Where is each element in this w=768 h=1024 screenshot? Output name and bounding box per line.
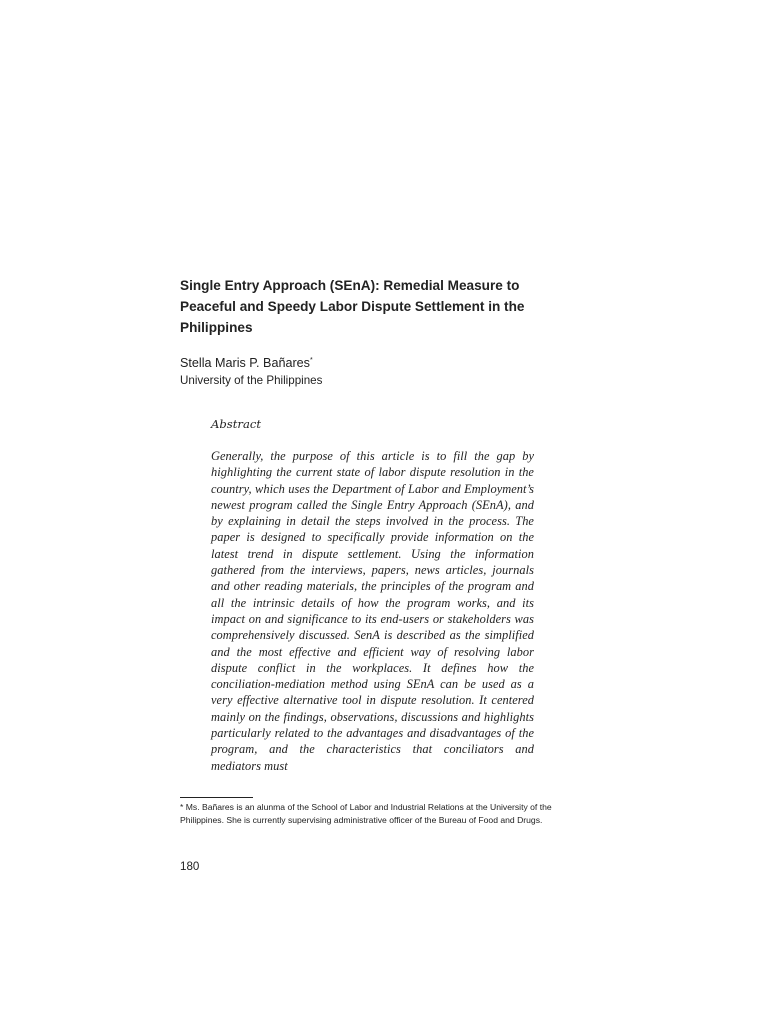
author-affiliation: University of the Philippines bbox=[180, 374, 323, 387]
footnote: * Ms. Bañares is an alunma of the School of Labor and Industrial Relations at the University of the Philippines. She is currently supervising administrative officer of the Bureau of Food and Drugs. bbox=[180, 802, 552, 825]
author-footnote-marker: * bbox=[309, 356, 313, 364]
abstract-body: Generally, the purpose of this article is to fill the gap by highlighting the current state of labor dispute resolution in the country, which uses the Department of Labor and Employment’s newest program called the Single Entry Approach (SEnA), and by explaining in detail the steps involved in the process. The paper is designed to specifically provide information on the latest trend in dispute settlement. Using the information gathered from the interviews, papers, news articles, journals and other reading materials, the principles of the program and all the intrinsic details of how the program works, and its impact on and significance to its end-users or stakeholders was comprehensively discussed. SenA is described as the simplified and the most effective and efficient way of resolving labor dispute conflict in the workplaces. It defines how the conciliation-mediation method using SEnA can be used as a very effective alternative tool in dispute resolution. It centered mainly on the findings, observations, discussions and highlights particularly related to the advantages and disadvantages of the program, and the characteristics that conciliators and mediators must bbox=[211, 449, 534, 773]
author-name: Stella Maris P. Bañares bbox=[180, 356, 310, 370]
footnote-divider bbox=[180, 797, 253, 798]
abstract-heading: Abstract bbox=[211, 417, 262, 431]
article-title: Single Entry Approach (SEnA): Remedial Measure to Peaceful and Speedy Labor Dispute Settlement in the Philippines bbox=[180, 278, 525, 335]
author-line bbox=[180, 355, 313, 371]
page-number: 180 bbox=[180, 860, 200, 873]
